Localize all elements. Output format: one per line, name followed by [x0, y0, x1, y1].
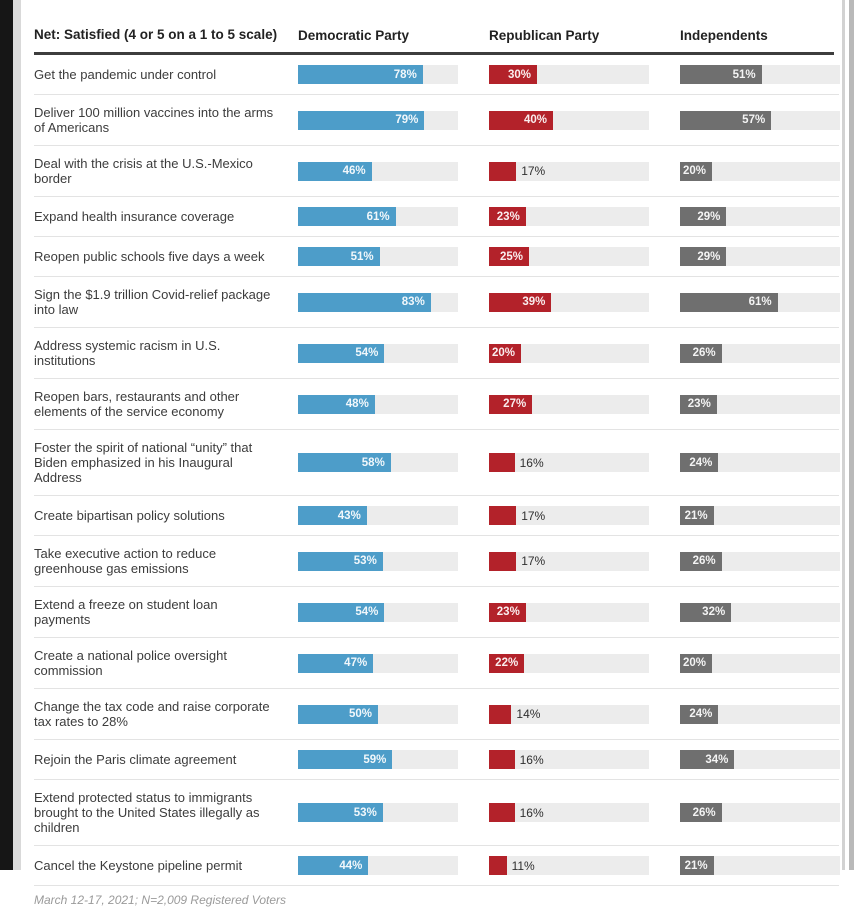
independents-cell	[680, 111, 840, 130]
table-row	[34, 430, 839, 496]
bar-track	[489, 293, 649, 312]
bar-track	[680, 603, 840, 622]
bar-track	[680, 111, 840, 130]
democratic-cell	[298, 395, 458, 414]
policy-label: Create a national police oversight commission	[34, 648, 227, 678]
bar-track	[680, 293, 840, 312]
bar-value: 78%	[393, 68, 417, 81]
independents-cell	[680, 247, 840, 266]
window-inner-border	[842, 0, 845, 870]
bar	[489, 803, 515, 822]
table-row	[34, 846, 839, 886]
bar-track	[489, 65, 649, 84]
republican-cell	[489, 654, 649, 673]
democratic-cell	[298, 344, 458, 363]
table-row	[34, 638, 839, 689]
bar-track	[298, 750, 458, 769]
bar-track	[298, 506, 458, 525]
bar-value: 14%	[516, 707, 541, 721]
bar-value: 29%	[697, 250, 721, 263]
policy-label: Deliver 100 million vaccines into the arms of Americans	[34, 105, 274, 135]
policy-label: Create bipartisan policy solutions	[34, 508, 225, 523]
independents-cell	[680, 395, 840, 414]
bar-track	[489, 603, 649, 622]
independents-cell	[680, 162, 840, 181]
policy-label: Extend a freeze on student loan payments	[34, 597, 218, 627]
table-row	[34, 587, 839, 638]
bar-value: 79%	[395, 114, 419, 126]
bar	[489, 453, 515, 472]
bar-value: 24%	[689, 456, 713, 469]
bar-track	[298, 293, 458, 312]
policy-label: Cancel the Keystone pipeline permit	[34, 858, 243, 873]
republican-cell	[489, 506, 649, 525]
column-header-democratic: Democratic Party	[298, 28, 410, 43]
bar-track	[680, 247, 840, 266]
table-header	[34, 0, 839, 52]
bar-track	[298, 856, 458, 875]
republican-cell	[489, 453, 649, 472]
independents-cell	[680, 803, 840, 822]
bar-value: 54%	[355, 347, 379, 359]
republican-cell	[489, 603, 649, 622]
table-row	[34, 237, 839, 277]
republican-cell	[489, 344, 649, 363]
bar-value: 59%	[363, 753, 387, 766]
independents-cell	[680, 654, 840, 673]
bar-track	[489, 111, 649, 130]
democratic-cell	[298, 803, 458, 822]
bar	[489, 552, 516, 571]
bar-track	[680, 65, 840, 84]
bar-value: 20%	[682, 165, 706, 177]
bar-track	[298, 654, 458, 673]
democratic-cell	[298, 856, 458, 875]
bar-value: 40%	[523, 114, 547, 126]
column-header-independents: Independents	[680, 28, 768, 43]
rows	[34, 55, 839, 886]
bar-track	[298, 453, 458, 472]
policy-label: Get the pandemic under control	[34, 67, 217, 82]
bar-value: 20%	[491, 347, 515, 359]
democratic-cell	[298, 603, 458, 622]
bar-track	[680, 654, 840, 673]
bar-value: 61%	[748, 296, 772, 308]
bar-value: 22%	[495, 657, 519, 669]
bar-track	[298, 705, 458, 724]
bar-value: 11%	[511, 858, 535, 873]
scrollbar[interactable]	[848, 0, 854, 870]
policy-label: Address systemic racism in U.S. institutions	[34, 338, 221, 368]
table-row	[34, 277, 839, 328]
bar-track	[489, 506, 649, 525]
policy-label: Extend protected status to immigrants brought to the United States illegally as children	[34, 790, 260, 835]
independents-cell	[680, 65, 840, 84]
chart-panel	[20, 0, 839, 907]
bar-value: 32%	[702, 606, 726, 618]
table-row	[34, 328, 839, 379]
republican-cell	[489, 750, 649, 769]
republican-cell	[489, 247, 649, 266]
column-header-republican: Republican Party	[489, 28, 600, 43]
table-row	[34, 689, 839, 740]
policy-label: Deal with the crisis at the U.S.-Mexico border	[34, 156, 253, 186]
bar-track	[489, 344, 649, 363]
independents-cell	[680, 344, 840, 363]
republican-cell	[489, 552, 649, 571]
table-row	[34, 780, 839, 846]
bar-value: 27%	[503, 398, 527, 410]
bar-value: 17%	[521, 508, 546, 523]
table-row	[34, 95, 839, 146]
table-row	[34, 536, 839, 587]
republican-cell	[489, 293, 649, 312]
table-row	[34, 379, 839, 430]
bar-value: 16%	[519, 455, 544, 470]
bar-track	[298, 207, 458, 226]
bar-track	[489, 803, 649, 822]
bar-value: 30%	[507, 68, 531, 81]
policy-label: Reopen public schools five days a week	[34, 249, 265, 264]
policy-label: Change the tax code and raise corporate tax rates to 28%	[34, 699, 270, 729]
bar	[489, 506, 516, 525]
bar-track	[489, 750, 649, 769]
bar-track	[680, 750, 840, 769]
independents-cell	[680, 750, 840, 769]
bar-value: 25%	[499, 250, 523, 263]
bar-value: 21%	[684, 509, 708, 522]
independents-cell	[680, 603, 840, 622]
bar-value: 50%	[348, 708, 372, 720]
net-satisfied-heading: Net: Satisfied (4 or 5 on a 1 to 5 scale)	[34, 27, 278, 42]
bar-value: 39%	[522, 296, 546, 308]
bar-value: 26%	[692, 555, 716, 567]
policy-label: Rejoin the Paris climate agreement	[34, 752, 237, 767]
bar-value: 58%	[361, 456, 385, 469]
republican-cell	[489, 207, 649, 226]
bar-track	[489, 856, 649, 875]
bar-value: 20%	[682, 657, 706, 669]
democratic-cell	[298, 654, 458, 673]
bar-value: 83%	[401, 296, 425, 308]
democratic-cell	[298, 247, 458, 266]
policy-label: Foster the spirit of national “unity” that Biden emphasized in his Inaugural Address	[34, 440, 253, 485]
bar-value: 51%	[350, 250, 374, 263]
bar	[489, 856, 507, 875]
bar	[489, 750, 515, 769]
bar-track	[489, 162, 649, 181]
bar	[489, 705, 511, 724]
bar	[489, 162, 516, 181]
democratic-cell	[298, 705, 458, 724]
bar-value: 23%	[496, 210, 520, 223]
democratic-cell	[298, 453, 458, 472]
table-row	[34, 496, 839, 536]
democratic-cell	[298, 207, 458, 226]
policy-label: Take executive action to reduce greenhouse gas emissions	[34, 546, 217, 576]
bar-track	[680, 552, 840, 571]
republican-cell	[489, 395, 649, 414]
table-row	[34, 197, 839, 237]
independents-cell	[680, 453, 840, 472]
independents-cell	[680, 705, 840, 724]
democratic-cell	[298, 111, 458, 130]
republican-cell	[489, 162, 649, 181]
bar-track	[298, 552, 458, 571]
bar-track	[298, 162, 458, 181]
democratic-cell	[298, 162, 458, 181]
bar-track	[680, 506, 840, 525]
bar-value: 51%	[732, 68, 756, 81]
bar-track	[489, 552, 649, 571]
page-left-margin	[13, 0, 20, 870]
independents-cell	[680, 506, 840, 525]
bar-value: 21%	[684, 859, 708, 872]
bar-value: 53%	[353, 555, 377, 567]
bar-track	[680, 705, 840, 724]
bar-track	[298, 803, 458, 822]
democratic-cell	[298, 750, 458, 769]
table-row	[34, 146, 839, 197]
democratic-cell	[298, 552, 458, 571]
republican-cell	[489, 65, 649, 84]
bar-track	[298, 247, 458, 266]
independents-cell	[680, 293, 840, 312]
bar-value: 43%	[337, 509, 361, 522]
bar-value: 48%	[345, 398, 369, 410]
bar-track	[298, 344, 458, 363]
bar-track	[298, 65, 458, 84]
bar-track	[489, 247, 649, 266]
bar-value: 47%	[344, 657, 368, 669]
bar-value: 54%	[355, 606, 379, 618]
bar-track	[298, 603, 458, 622]
bar-value: 61%	[366, 210, 390, 223]
window-left-black-strip	[0, 0, 13, 870]
bar-track	[489, 453, 649, 472]
democratic-cell	[298, 506, 458, 525]
bar-track	[680, 453, 840, 472]
bar-track	[489, 395, 649, 414]
democratic-cell	[298, 65, 458, 84]
republican-cell	[489, 111, 649, 130]
bar-value: 23%	[496, 606, 520, 618]
policy-label: Expand health insurance coverage	[34, 209, 235, 224]
table-row	[34, 740, 839, 780]
bar-value: 16%	[519, 805, 544, 820]
bar-value: 34%	[705, 753, 729, 766]
republican-cell	[489, 705, 649, 724]
bar-track	[680, 856, 840, 875]
policy-label: Reopen bars, restaurants and other elements of the service economy	[34, 389, 240, 419]
republican-cell	[489, 856, 649, 875]
policy-label: Sign the $1.9 trillion Covid-relief package into law	[34, 287, 271, 317]
bar-value: 53%	[353, 806, 377, 819]
bar-track	[489, 207, 649, 226]
bar-value: 24%	[689, 708, 713, 720]
republican-cell	[489, 803, 649, 822]
bar-value: 17%	[521, 164, 546, 178]
bar-track	[489, 705, 649, 724]
bar-value: 44%	[339, 859, 363, 872]
bar-value: 29%	[697, 210, 721, 223]
bar-track	[298, 395, 458, 414]
bar-value: 26%	[692, 806, 716, 819]
table-row	[34, 55, 839, 95]
bar-value: 17%	[521, 554, 546, 568]
independents-cell	[680, 207, 840, 226]
bar-value: 23%	[687, 398, 711, 410]
bar-track	[680, 803, 840, 822]
bar-track	[680, 344, 840, 363]
bar-value: 57%	[742, 114, 766, 126]
bar-track	[680, 162, 840, 181]
bar-value: 16%	[519, 752, 544, 767]
democratic-cell	[298, 293, 458, 312]
bar-track	[680, 395, 840, 414]
independents-cell	[680, 856, 840, 875]
bar-value: 26%	[692, 347, 716, 359]
independents-cell	[680, 552, 840, 571]
bar-value: 46%	[342, 165, 366, 177]
bar-track	[298, 111, 458, 130]
survey-footnote: March 12-17, 2021; N=2,009 Registered Voters	[34, 893, 287, 907]
bar-track	[489, 654, 649, 673]
bar-track	[680, 207, 840, 226]
